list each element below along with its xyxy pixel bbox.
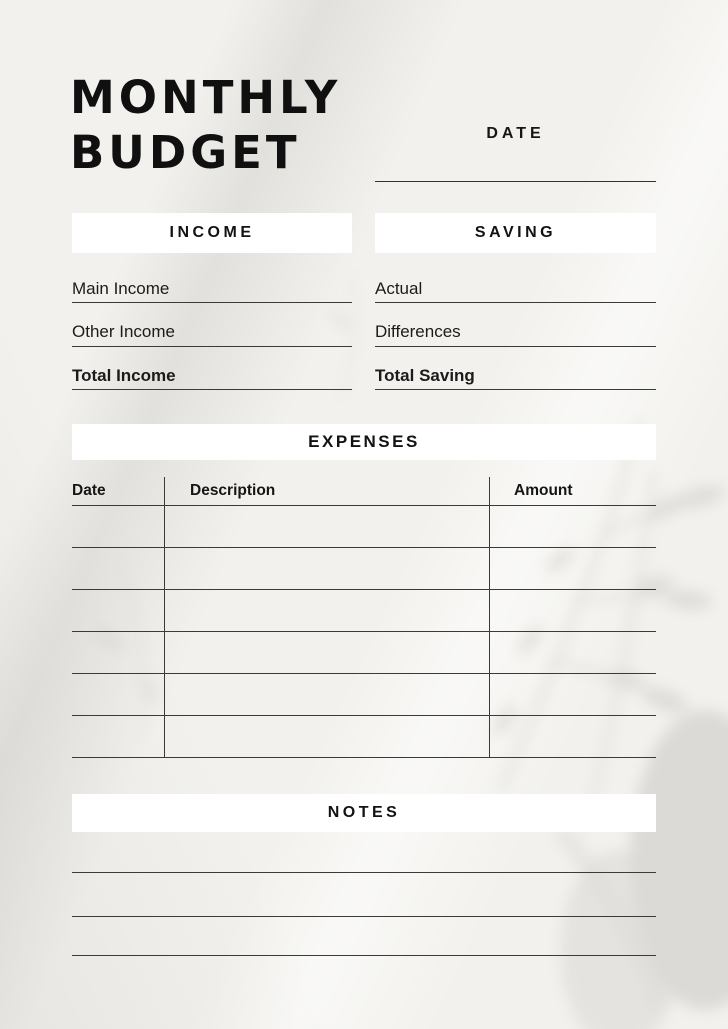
total-income-label: Total Income	[72, 366, 176, 385]
expenses-cell-amount-row2[interactable]	[490, 548, 656, 590]
saving-section-header: SAVING	[375, 213, 656, 253]
total-saving-label: Total Saving	[375, 366, 475, 385]
actual-input-line[interactable]	[375, 302, 656, 303]
expenses-cell-date-row6[interactable]	[72, 716, 165, 758]
expenses-cell-amount-row1[interactable]	[490, 506, 656, 548]
date-label: DATE	[486, 125, 545, 142]
date-input-line[interactable]	[375, 181, 656, 182]
expenses-cell-date-row5[interactable]	[72, 674, 165, 716]
other-income-input-line[interactable]	[72, 346, 352, 347]
main-income-input-line[interactable]	[72, 302, 352, 303]
page-title-line2: BUDGET	[70, 126, 301, 179]
page-title	[70, 70, 341, 180]
expenses-section-header: EXPENSES	[72, 424, 656, 460]
expenses-cell-description-row6[interactable]	[165, 716, 490, 758]
total-saving-input-line[interactable]	[375, 389, 656, 390]
expenses-cell-date-row3[interactable]	[72, 590, 165, 632]
expenses-column-header-amount: Amount	[490, 477, 656, 506]
expenses-table	[72, 477, 656, 758]
expenses-cell-description-row4[interactable]	[165, 632, 490, 674]
total-income-input-line[interactable]	[72, 389, 352, 390]
expenses-cell-date-row4[interactable]	[72, 632, 165, 674]
expenses-cell-description-row1[interactable]	[165, 506, 490, 548]
page-title-line1: MONTHLY	[70, 71, 342, 124]
expenses-cell-date-row2[interactable]	[72, 548, 165, 590]
notes-section-header: NOTES	[72, 794, 656, 832]
expenses-cell-description-row3[interactable]	[165, 590, 490, 632]
differences-input-line[interactable]	[375, 346, 656, 347]
income-section-header: INCOME	[72, 213, 352, 253]
expenses-cell-amount-row3[interactable]	[490, 590, 656, 632]
expenses-cell-amount-row6[interactable]	[490, 716, 656, 758]
main-income-label: Main Income	[72, 279, 170, 298]
notes-input-line-3[interactable]	[72, 955, 656, 956]
notes-input-line-2[interactable]	[72, 916, 656, 917]
expenses-cell-amount-row5[interactable]	[490, 674, 656, 716]
expenses-cell-description-row5[interactable]	[165, 674, 490, 716]
expenses-column-header-date: Date	[72, 477, 165, 506]
expenses-cell-date-row1[interactable]	[72, 506, 165, 548]
expenses-cell-description-row2[interactable]	[165, 548, 490, 590]
expenses-cell-amount-row4[interactable]	[490, 632, 656, 674]
differences-label: Differences	[375, 322, 461, 341]
notes-input-line-1[interactable]	[72, 872, 656, 873]
other-income-label: Other Income	[72, 322, 175, 341]
actual-label: Actual	[375, 279, 423, 298]
expenses-column-header-description: Description	[165, 477, 490, 506]
